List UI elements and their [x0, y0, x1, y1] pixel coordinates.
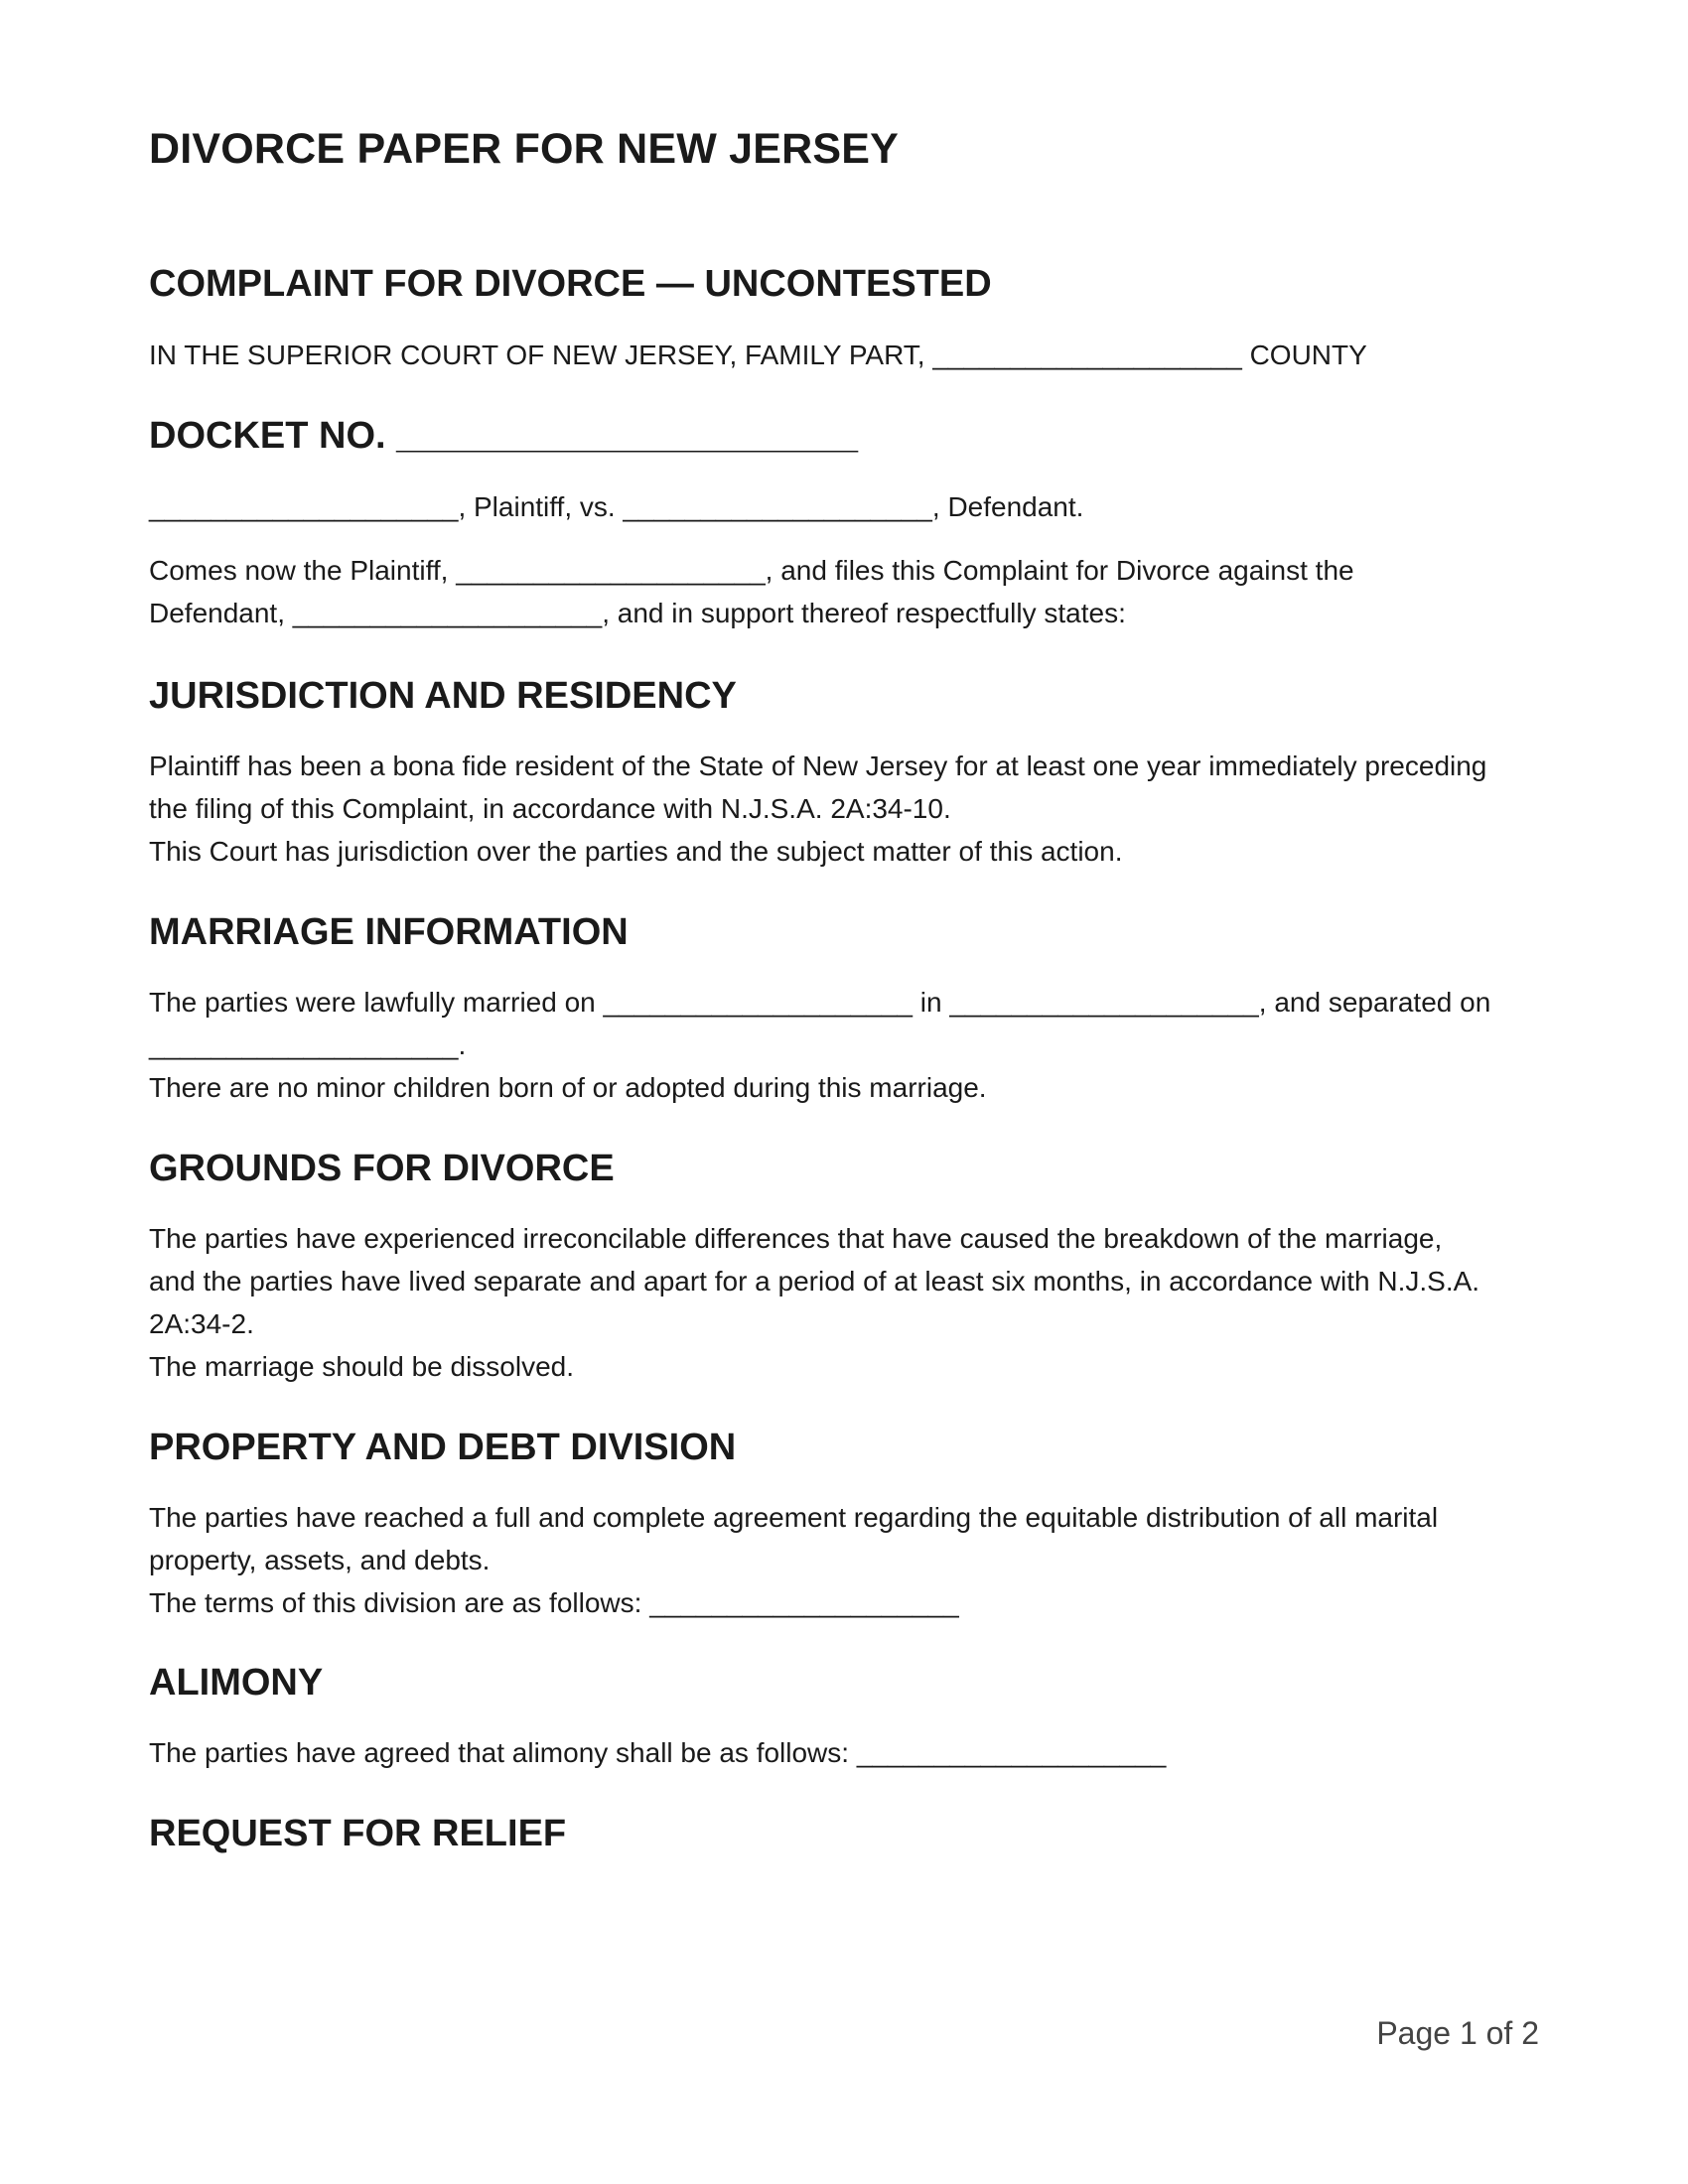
jurisdiction-line: Plaintiff has been a bona fide resident of the State of New Jersey for at least one year immediately preceding [149, 751, 1487, 781]
document-title: DIVORCE PAPER FOR NEW JERSEY [149, 125, 900, 173]
property-line: property, assets, and debts. [149, 1545, 491, 1575]
alimony-paragraph [149, 1731, 1539, 1774]
marriage-line: ____________________. [149, 1029, 467, 1060]
court-line [149, 334, 1539, 376]
grounds-line: 2A:34-2. [149, 1308, 254, 1339]
grounds-line: The parties have experienced irreconcilable differences that have caused the breakdown of the marriage, [149, 1223, 1443, 1254]
property-heading: PROPERTY AND DEBT DIVISION [149, 1427, 737, 1468]
marriage-line: The parties were lawfully married on ____________________ in ____________________, and separated on [149, 987, 1491, 1018]
jurisdiction-heading: JURISDICTION AND RESIDENCY [149, 675, 737, 717]
jurisdiction-paragraph [149, 745, 1539, 873]
complaint-intro [149, 549, 1539, 634]
grounds-heading: GROUNDS FOR DIVORCE [149, 1148, 615, 1189]
grounds-paragraph [149, 1217, 1539, 1388]
complaint-intro-line: Defendant, ____________________, and in support thereof respectfully states: [149, 598, 1126, 628]
complaint-heading: COMPLAINT FOR DIVORCE — UNCONTESTED [149, 263, 992, 305]
parties-line-text: ____________________, Plaintiff, vs. ____________________, Defendant. [149, 491, 1084, 522]
complaint-intro-line: Comes now the Plaintiff, ____________________, and files this Complaint for Divorce against the [149, 555, 1354, 586]
property-paragraph [149, 1496, 1539, 1624]
marriage-line: There are no minor children born of or adopted during this marriage. [149, 1072, 987, 1103]
grounds-line: The marriage should be dissolved. [149, 1351, 575, 1382]
docket-number: DOCKET NO. ______________________ [149, 415, 859, 457]
alimony-heading: ALIMONY [149, 1662, 324, 1704]
jurisdiction-line: the filing of this Complaint, in accordance with N.J.S.A. 2A:34-10. [149, 793, 951, 824]
property-line: The terms of this division are as follows: ____________________ [149, 1587, 959, 1618]
parties-line [149, 485, 1539, 528]
page-number: Page 1 of 2 [1376, 2015, 1539, 2051]
grounds-line: and the parties have lived separate and apart for a period of at least six months, in accordance with N.J.S.A. [149, 1266, 1480, 1297]
marriage-heading: MARRIAGE INFORMATION [149, 911, 629, 953]
jurisdiction-line: This Court has jurisdiction over the parties and the subject matter of this action. [149, 836, 1123, 867]
relief-heading: REQUEST FOR RELIEF [149, 1813, 567, 1854]
alimony-line: The parties have agreed that alimony shall be as follows: ____________________ [149, 1737, 1167, 1768]
marriage-paragraph [149, 981, 1539, 1109]
property-line: The parties have reached a full and complete agreement regarding the equitable distribution of all marital [149, 1502, 1439, 1533]
court-line-text: IN THE SUPERIOR COURT OF NEW JERSEY, FAMILY PART, ____________________ COUNTY [149, 340, 1367, 370]
